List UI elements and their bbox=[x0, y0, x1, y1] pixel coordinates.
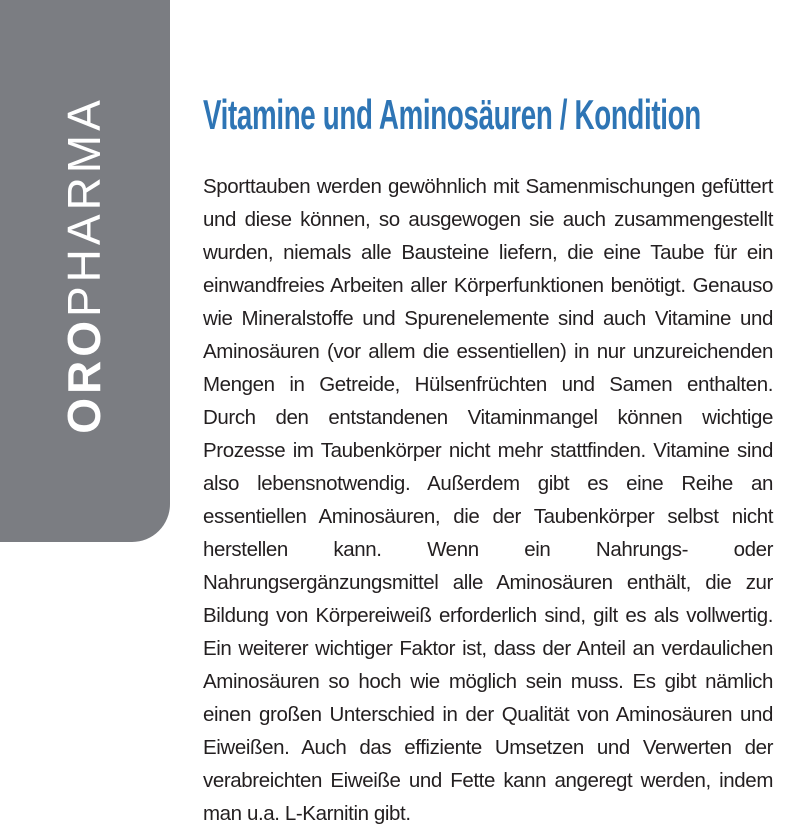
brand-text-oro: ORO bbox=[58, 317, 110, 434]
brand-text-pharma: PHARMA bbox=[58, 96, 110, 318]
brand-sidebar bbox=[0, 0, 170, 542]
brand-vertical-text bbox=[52, 75, 116, 455]
body-paragraph: Sporttauben werden gewöhnlich mit Samenmischungen gefüttert und diese können, so ausgewogen sie auch zusammengestellt wurden, niemals alle Bausteine liefern, die eine Taube für ein einwandfreies Arbeiten aller Körperfunktionen benötigt. Genauso wie Mineralstoffe und Spurenelemente sind auch Vitamine und Aminosäuren (vor allem die essentiellen) in nur unzureichenden Mengen in Getreide, Hülsenfrüchten und Samen enthalten. Durch den entstandenen Vitaminmangel können wichtige Prozesse im Taubenkörper nicht mehr stattfinden. Vitamine sind also lebensnotwendig. Außerdem gibt es eine Reihe an essentiellen Aminosäuren, die der Taubenkörper selbst nicht herstellen kann. Wenn ein Nahrungs- oder Nahrungsergänzungsmittel alle Aminosäuren enthält, die zur Bildung von Körpereiweiß erforderlich sind, gilt es als vollwertig. Ein weiterer wichtiger Faktor ist, dass der Anteil an verdaulichen Aminosäuren so hoch wie möglich sein muss. Es gibt nämlich einen großen Unterschied in der Qualität von Aminosäuren und Eiweißen. Auch das effiziente Umsetzen und Verwerten der verabreichten Eiweiße und Fette kann angeregt werden, indem man u.a. L-Karnitin gibt. bbox=[203, 175, 773, 825]
page-title: Vitamine und Aminosäuren / Kondition bbox=[203, 91, 701, 138]
